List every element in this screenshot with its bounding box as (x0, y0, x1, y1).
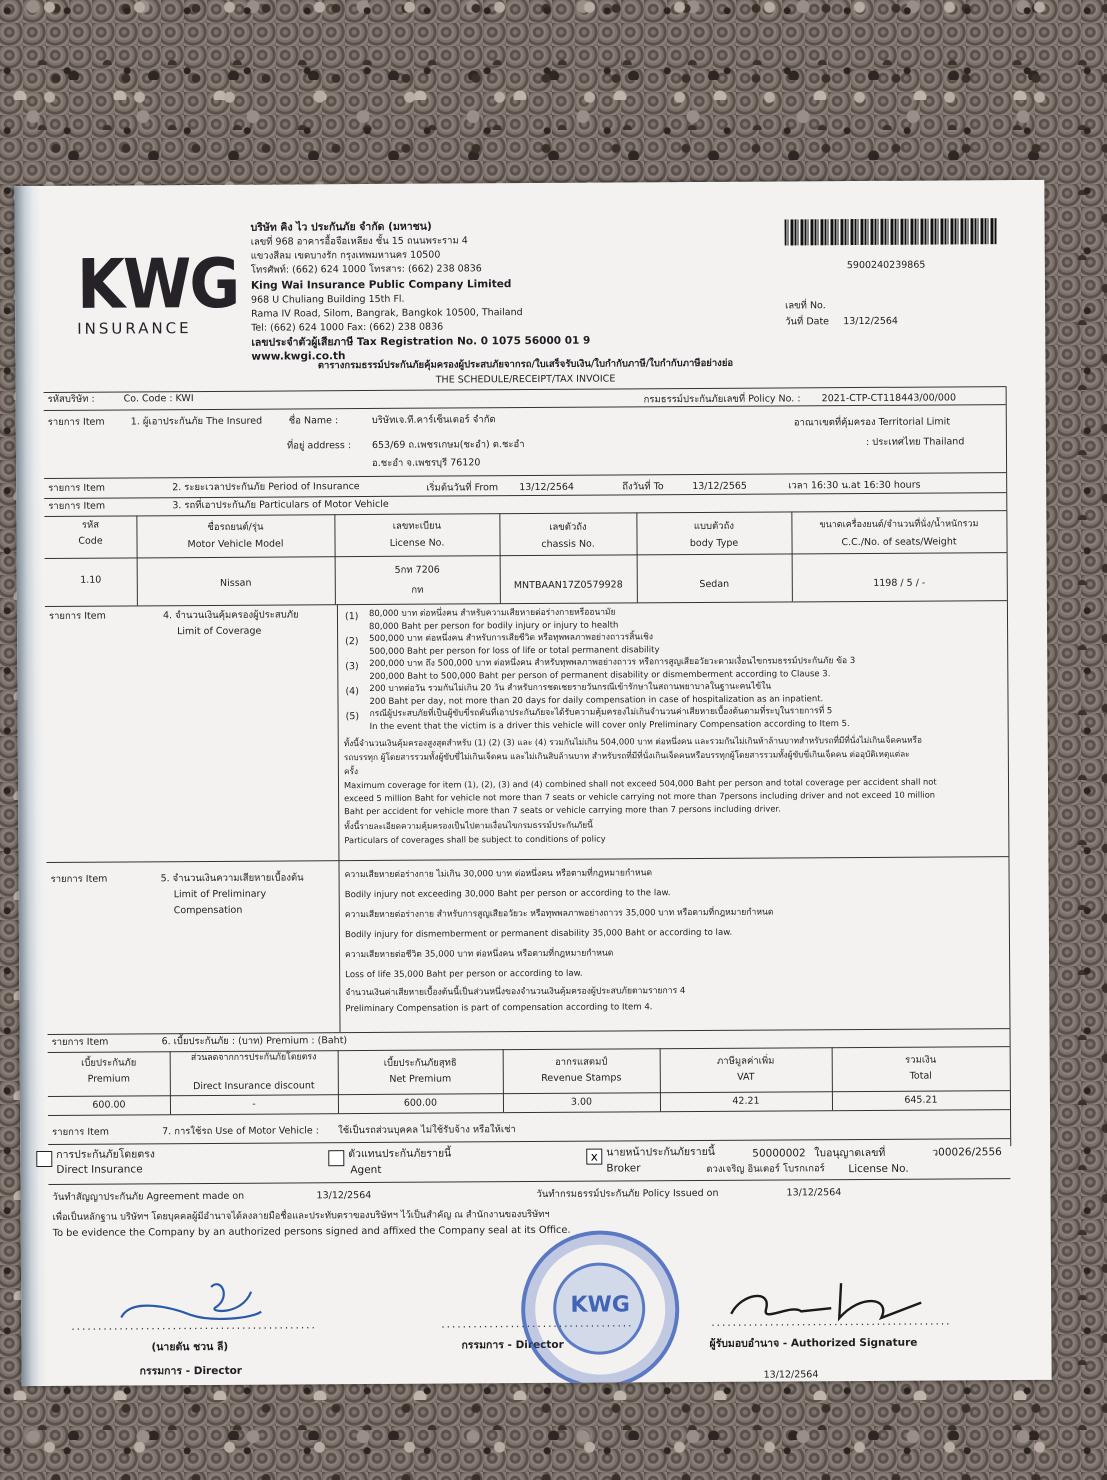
tax-registration: เลขประจำตัวผู้เสียภาษี Tax Registration No. 0 1075 56000 01 9 (251, 334, 591, 349)
prelim-line-4: Bodily injury for dismemberment or permanent disability 35,000 Baht or according to law. (344, 927, 733, 941)
veh-h-code-en: Code (78, 535, 103, 547)
policy-value: 2021-CTP-CT118443/00/000 (821, 392, 957, 405)
cov-n-2: (2) (345, 636, 359, 648)
director-line: .............................................. (71, 1319, 317, 1333)
authorized-label: ผู้รับมอบอำนาจ - Authorized Signature (709, 1336, 918, 1350)
company-name-en: King Wai Insurance Public Company Limited (250, 278, 512, 292)
prem-h-discount-th: ส่วนลดจากการประกันภัยโดยตรง (190, 1052, 317, 1064)
prem-h-total-th: รวมเงิน (905, 1054, 937, 1066)
cov-en-4: 200 Baht per day, not more than 20 days for daily compensation in case of hospitalization as an inpatient. (369, 694, 824, 707)
evidence-en: To be evidence the Company by an authorized persons signed and affixed the Company seal at its Office. (52, 1224, 571, 1239)
cov-th-1: 80,000 บาท ต่อหนึ่งคน สำหรับความเสียหายต่อร่างกายหรืออนามัย (368, 607, 616, 619)
director-label: กรรมการ - Director (139, 1364, 242, 1378)
cov-en-3: 200,000 Baht to 500,000 Baht per person of permanent disability or dismemberment according to Clause 3. (369, 669, 831, 682)
agreement-made-value: 13/12/2564 (316, 1189, 372, 1202)
veh-license-2: กท (411, 584, 424, 596)
company-name-th: บริษัท คิง ไว ประกันภัย จำกัด (มหาชน) (250, 220, 432, 234)
veh-body: Sedan (699, 578, 730, 590)
cov-total-en-2: exceed 5 million Baht for vehicle not more than 7 seats or vehicle carrying not more than 7persons including driver and not exceed 10 million (344, 789, 936, 804)
discount-value: - (252, 1098, 256, 1110)
veh-h-chassis-th: เลขตัวถัง (549, 521, 587, 533)
insurance-document (14, 180, 1051, 1386)
address-en-2: Rama IV Road, Silom, Bangrak, Bangkok 10500, Thailand (251, 307, 523, 320)
veh-model: Nissan (219, 577, 252, 589)
license-value: ว00026/2556 (932, 1146, 1002, 1159)
cov-cond-en: Particulars of coverages shall be subject to conditions of policy (344, 833, 606, 846)
cov-en-2: 500,000 Baht per person for loss of life or total permanent disability (369, 645, 660, 657)
prelim-line-8: Preliminary Compensation is part of compensation according to Item 4. (345, 1002, 653, 1015)
cov-total-th-2: รถบรรทุก ผู้โดยสารรวมทั้งผู้ขับขี่ไม่เกินเจ็ดคน และไม่เกินสิบล้านบาท สำหรับรถที่มีที่นั่งเกินเจ็ดคนหรือบรรทุกผู้โดยสารรวมทั้งผู้ขับขี่เกินเจ็ดคน ต่ออุบัติเหตุแต่ละ (343, 748, 910, 763)
stamp-value: 3.00 (570, 1096, 593, 1108)
address-th-1: เลขที่ 968 อาคารอื้อจือเหลียง ชั้น 15 ถนนพระราม 4 (250, 235, 468, 248)
policy-issued-value: 13/12/2564 (786, 1187, 842, 1199)
veh-code: 1.10 (80, 574, 102, 586)
item4-title-en: Limit of Coverage (177, 625, 262, 638)
prem-h-premium-th: เบี้ยประกันภัย (81, 1057, 137, 1069)
prelim-line-5: ความเสียหายต่อชีวิต 35,000 บาท ต่อหนึ่งคน หรือตามที่กฎหมายกำหนด (345, 948, 614, 961)
to-label: ถึงวันที่ To (622, 481, 664, 493)
prem-h-net-th: เบี้ยประกันภัยสุทธิ (383, 1057, 457, 1069)
barcode (785, 218, 997, 245)
item1-title: 1. ผู้เอาประกันภัย The Insured (130, 415, 263, 428)
prelim-line-1: ความเสียหายต่อร่างกาย ไม่เกิน 30,000 บาท ต่อหนึ่งคน หรือตามที่กฎหมายกำหนด (344, 868, 653, 881)
period-time: เวลา 16:30 น.at 16:30 hours (788, 479, 921, 492)
title-th: ตารางกรมธรรม์ประกันภัยคุ้มครองผู้ประสบภัยจากรถ/ใบเสร็จรับเงิน/ใบกำกับภาษี/ใบกำกับภาษีอย่างย่อ (317, 357, 734, 372)
evidence-th: เพื่อเป็นหลักฐาน บริษัทฯ โดยบุคคลผู้มีอำนาจได้ลงลายมือชื่อและประทับตราของบริษัทฯ ไว้เป็นสำคัญ ณ สำนักงานของบริษัทฯ (52, 1208, 550, 1223)
no-label: เลขที่ No. (785, 300, 826, 312)
veh-h-model-th: ชื่อรถยนต์/รุ่น (207, 521, 264, 533)
veh-h-model-en: Motor Vehicle Model (187, 538, 284, 551)
from-value: 13/12/2564 (519, 481, 574, 494)
broker-name: ดวงเจริญ อินเตอร์ โบรกเกอร์ (706, 1163, 825, 1175)
phone-th: โทรศัพท์: (662) 624 1000 โทรสาร: (662) 238 0836 (250, 263, 482, 276)
prelim-line-2: Bodily injury not exceeding 30,000 Baht per person or according to the law. (344, 888, 671, 901)
veh-h-body-en: body Type (689, 537, 739, 550)
insured-address-2: อ.ชะอำ จ.เพชรบุรี 76120 (372, 457, 481, 469)
item3-title: 3. รถที่เอาประกันภัย Particulars of Motor Vehicle (172, 498, 389, 512)
item1-label: รายการ Item (47, 416, 105, 428)
broker-en: Broker (606, 1162, 641, 1175)
kwg-logo (76, 243, 239, 338)
barcode-number: 5900240239865 (846, 259, 926, 272)
item5-title-en-1: Limit of Preliminary (173, 888, 267, 901)
total-value: 645.21 (904, 1094, 938, 1106)
website: www.kwgi.co.th (251, 350, 346, 363)
cov-th-4: 200 บาทต่อวัน รวมกันไม่เกิน 20 วัน สำหรับการชดเชยรายวันกรณีเข้ารักษาในสถานพยาบาลในฐานะคนไข้ใน (369, 681, 772, 694)
name-label: ชื่อ Name : (288, 415, 339, 427)
premium-value: 600.00 (92, 1099, 126, 1111)
prem-h-premium-en: Premium (87, 1073, 130, 1085)
vat-value: 42.21 (732, 1095, 760, 1107)
cov-th-2: 500,000 บาท ต่อหนึ่งคน สำหรับการเสียชีวิต หรือทุพพลภาพอย่างถาวรสิ้นเชิง (369, 632, 654, 644)
address-en-1: 968 U Chuliang Building 15th Fl. (251, 293, 405, 306)
cov-n-1: (1) (344, 611, 359, 623)
agent-en: Agent (350, 1163, 382, 1177)
veh-h-license-th: เลขทะเบียน (392, 520, 442, 532)
cov-en-5: In the event that the victim is a driver this vehicle will cover only Preliminary Compensation according to Item 5. (369, 719, 850, 732)
agreement-made-label: วันทำสัญญาประกันภัย Agreement made on (52, 1190, 245, 1203)
item4-title: 4. จำนวนเงินคุ้มครองผู้ประสบภัย (162, 609, 299, 622)
prem-h-discount-en: Direct Insurance discount (193, 1080, 315, 1093)
to-value: 13/12/2565 (692, 480, 747, 493)
agent-checkbox[interactable] (328, 1150, 344, 1166)
prelim-line-7: จำนวนเงินค่าเสียหายเบื้องต้นนี้เป็นส่วนหนึ่งของจำนวนเงินคุ้มครองผู้ประสบภัยตามรายการ 4 (345, 986, 686, 999)
phone-en: Tel: (662) 624 1000 Fax: (662) 238 0836 (251, 321, 444, 334)
cov-total-en-3: Baht per accident for vehicle more than 7 seats or vehicle carrying more than 7 persons including driver. (344, 803, 781, 817)
net-premium-value: 600.00 (403, 1097, 438, 1109)
veh-cc: 1198 / 5 / - (873, 577, 926, 589)
direct-insurance-checkbox[interactable] (36, 1151, 52, 1167)
prem-h-total-en: Total (909, 1070, 932, 1082)
veh-h-cc-th: ขนาดเครื่องยนต์/จำนวนที่นั่ง/น้ำหนักรวม (819, 519, 979, 531)
item6-label: รายการ Item (51, 1036, 109, 1048)
territory-value: : ประเทศไทย Thailand (865, 436, 965, 448)
director2-line: .................................... (441, 1317, 634, 1331)
license-label-th: ใบอนุญาตเลขที่ (814, 1146, 886, 1160)
policy-issued-label: วันทำกรมธรรม์ประกันภัย Policy Issued on (536, 1187, 719, 1200)
seal-text: KWG (570, 1292, 630, 1318)
cov-n-5: (5) (345, 711, 360, 723)
prelim-line-3: ความเสียหายต่อร่างกาย สำหรับการสูญเสียอวัยวะ หรือทุพพลภาพอย่างถาวร 35,000 บาท หรือตามที่กฎหมายกำหนด (344, 907, 774, 921)
veh-h-code-th: รหัส (81, 519, 100, 531)
license-label-en: License No. (848, 1162, 909, 1176)
prem-h-vat-en: VAT (737, 1071, 755, 1083)
cov-cond-th: ทั้งนี้รายละเอียดความคุ้มครองเป็นไปตามเงื่อนไขกรมธรรม์ประกันภัยนี้ (344, 819, 593, 832)
broker-th: นายหน้าประกันภัยรายนี้ (606, 1145, 715, 1159)
broker-license-code: 50000002 (752, 1147, 806, 1160)
item2-label: รายการ Item (48, 482, 106, 494)
prem-h-stamp-en: Revenue Stamps (541, 1072, 622, 1084)
sign-date: 13/12/2564 (763, 1369, 819, 1381)
item6-title: 6. เบี้ยประกันภัย : (บาท) Premium : (Baht) (161, 1035, 348, 1048)
title-en: THE SCHEDULE/RECEIPT/TAX INVOICE (435, 373, 616, 386)
cov-th-3: 200,000 บาท ถึง 500,000 บาท ต่อหนึ่งคน สำหรับทุพพลภาพอย่างถาวร หรือการสูญเสียอวัยวะตามเงื่อนไขกรมธรรม์ประกันภัย ข้อ 3 (369, 656, 856, 669)
director2-label: กรรมการ - Director (461, 1338, 564, 1352)
item7-title: 7. การใช้รถ Use of Motor Vehicle : (162, 1125, 319, 1138)
cov-en-1: 80,000 Baht per person for bodily injury or injury to health (369, 620, 619, 632)
prem-h-vat-th: ภาษีมูลค่าเพิ่ม (716, 1055, 775, 1067)
item4-label: รายการ Item (48, 610, 106, 622)
cov-total-en-1: Maximum coverage for item (1), (2), (3) and (4) combined shall not exceed 504,000 Baht per person and total coverage per accident shall not (343, 776, 937, 791)
veh-h-license-en: License No. (389, 537, 445, 549)
cov-th-5: กรณีผู้ประสบภัยที่เป็นผู้ขับขี่รถคันที่เอาประกันภัยจะได้รับความคุ้มครองไม่เกินจำนวนค่าเสียหายเบื้องต้นตามที่ระบุในรายการที่ 5 (369, 706, 833, 719)
prelim-line-6: Loss of life 35,000 Baht per person or according to law. (345, 968, 583, 981)
cov-total-th-1: ทั้งนี้จำนวนเงินคุ้มครองสูงสุดสำหรับ (1) (2) (3) และ (4) รวมกันไม่เกิน 504,000 บาท ต่อหนึ่งคน และรวมกันไม่เกินห้าล้านบาทสำหรับรถที่มีที่นั่งไม่เกินเจ็ดคนหรือ (343, 734, 923, 749)
direct-insurance-en: Direct Insurance (56, 1163, 143, 1176)
item2-title: 2. ระยะเวลาประกันภัย Period of Insurance (172, 481, 360, 494)
cov-total-th-3: ครั้ง (343, 766, 359, 777)
item5-label: รายการ Item (50, 873, 108, 885)
from-label: เริ่มต้นวันที่ From (426, 482, 499, 494)
company-seal-icon (521, 1230, 680, 1386)
territory-label: อาณาเขตที่คุ้มครอง Territorial Limit (793, 416, 951, 429)
direct-insurance-th: การประกันภัยโดยตรง (56, 1148, 155, 1161)
veh-chassis: MNTBAAN17Z0579928 (513, 579, 623, 592)
director-name: (นายตัน ชวน ลี) (151, 1340, 229, 1354)
agent-th: ตัวแทนประกันภัยรายนี้ (348, 1147, 452, 1161)
logo-sub: INSURANCE (77, 319, 192, 338)
prem-h-net-en: Net Premium (389, 1073, 452, 1085)
cov-n-4: (4) (345, 686, 359, 698)
authorized-line: ............................................. (711, 1315, 952, 1329)
item3-label: รายการ Item (48, 500, 106, 512)
insured-address-1: 653/69 ถ.เพชรเกษม(ชะอำ) ต.ชะอำ (371, 439, 525, 451)
date-value: 13/12/2564 (843, 315, 898, 328)
item5-title-en-2: Compensation (173, 904, 243, 917)
vehicle-use: ใช้เป็นรถส่วนบุคคล ไม่ใช้รับจ้าง หรือให้เช่า (338, 1124, 516, 1137)
address-th-2: แขวงสีลม เขตบางรัก กรุงเทพมหานคร 10500 (250, 249, 441, 262)
date-label: วันที่ Date (785, 316, 830, 328)
item5-title: 5. จำนวนเงินความเสียหายเบื้องต้น (160, 872, 304, 885)
prem-h-stamp-th: อากรแสตมป์ (555, 1056, 608, 1068)
cov-n-3: (3) (345, 661, 359, 673)
logo-text: KWG (76, 243, 239, 325)
co-code-label: รหัสบริษัท : (47, 393, 95, 405)
broker-checkbox[interactable]: x (586, 1149, 602, 1165)
veh-h-cc-en: C.C./No. of seats/Weight (841, 536, 957, 549)
address-label: ที่อยู่ address : (286, 440, 352, 452)
insured-name: บริษัทเจ.ที.คาร์เซ็นเตอร์ จำกัด (371, 414, 496, 426)
co-code-value: Co. Code : KWI (123, 393, 194, 405)
veh-h-chassis-en: chassis No. (541, 538, 595, 550)
veh-license-1: 5กท 7206 (394, 564, 440, 576)
veh-h-body-th: แบบตัวถัง (693, 520, 735, 533)
item7-label: รายการ Item (52, 1126, 110, 1138)
policy-label: กรมธรรม์ประกันภัยเลขที่ Policy No. : (643, 393, 801, 406)
